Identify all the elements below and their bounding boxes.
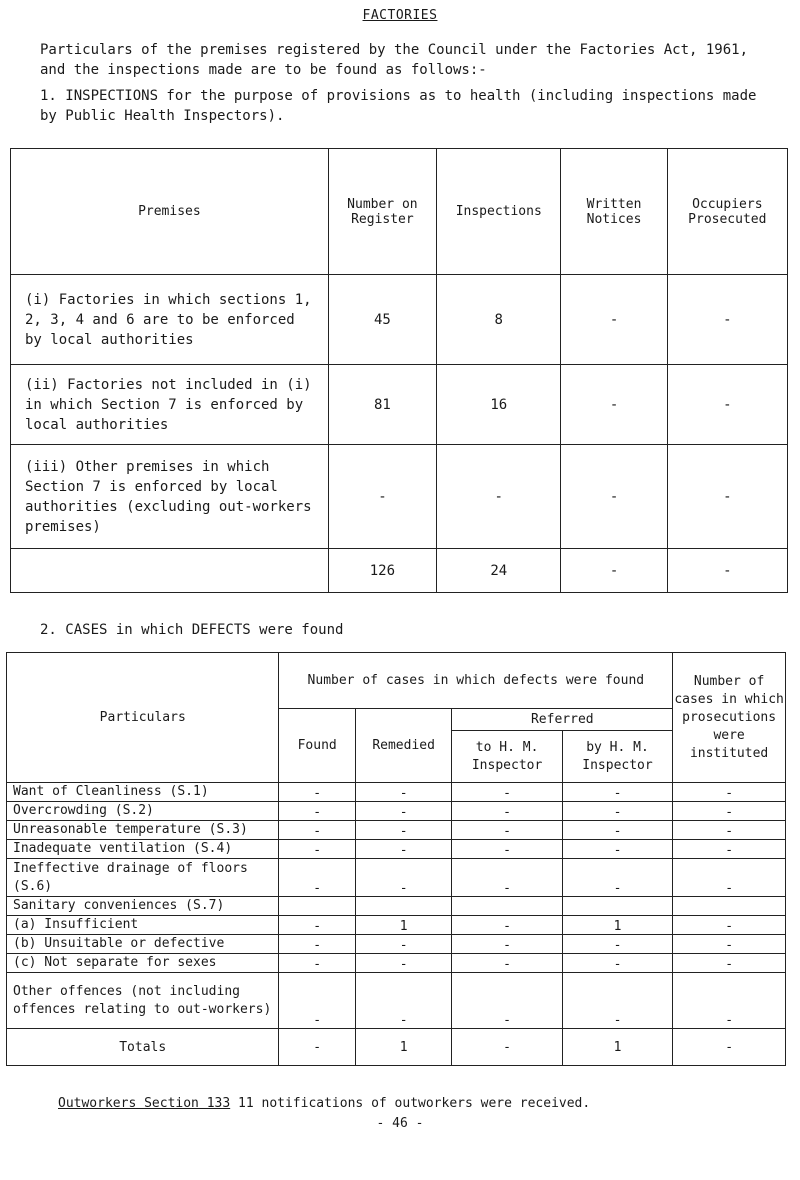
- found-value: -: [279, 973, 355, 1029]
- found-value: -: [279, 859, 355, 897]
- total-inspections: 24: [437, 549, 561, 593]
- total-found: -: [279, 1029, 355, 1066]
- col-to-hm-inspector: to H. M. Inspector: [452, 731, 562, 783]
- to-hm-value: -: [452, 916, 562, 935]
- to-hm-value: -: [452, 840, 562, 859]
- row-label: Want of Cleanliness (S.1): [7, 783, 279, 802]
- by-hm-value: -: [562, 859, 672, 897]
- defects-table: [6, 652, 786, 1066]
- total-prosecutions: -: [673, 1029, 786, 1066]
- total-register: 126: [328, 549, 436, 593]
- col-inspections: Inspections: [437, 149, 561, 275]
- section-2-heading: 2. CASES in which DEFECTS were found: [40, 622, 344, 638]
- register-value: 45: [328, 275, 436, 365]
- table-row: [7, 821, 786, 840]
- row-label: Other offences (not including offences relating to out-workers): [7, 973, 279, 1029]
- table-row: [7, 859, 786, 897]
- to-hm-value: [452, 897, 562, 916]
- prosecuted-value: -: [667, 275, 787, 365]
- notices-value: -: [561, 365, 667, 445]
- row-label: (b) Unsuitable or defective: [7, 935, 279, 954]
- to-hm-value: -: [452, 821, 562, 840]
- outworkers-text: 11 notifications of outworkers were received.: [230, 1096, 591, 1111]
- by-hm-value: -: [562, 973, 672, 1029]
- prosecutions-value: -: [673, 935, 786, 954]
- col-premises: Premises: [11, 149, 329, 275]
- row-label: Inadequate ventilation (S.4): [7, 840, 279, 859]
- prosecutions-value: -: [673, 821, 786, 840]
- prosecuted-value: -: [667, 365, 787, 445]
- table-row: [7, 840, 786, 859]
- to-hm-value: -: [452, 802, 562, 821]
- prosecutions-value: -: [673, 802, 786, 821]
- table-row: [7, 973, 786, 1029]
- row-label: Unreasonable temperature (S.3): [7, 821, 279, 840]
- remedied-value: 1: [355, 916, 452, 935]
- prosecutions-value: -: [673, 840, 786, 859]
- register-value: 81: [328, 365, 436, 445]
- prosecutions-value: -: [673, 973, 786, 1029]
- table-row: [7, 783, 786, 802]
- table-row: [11, 275, 788, 365]
- remedied-value: -: [355, 859, 452, 897]
- table-row: [11, 365, 788, 445]
- by-hm-value: -: [562, 821, 672, 840]
- col-prosecutions: Number of cases in which prosecutions were instituted: [673, 653, 786, 783]
- by-hm-value: -: [562, 840, 672, 859]
- row-label: Ineffective drainage of floors (S.6): [7, 859, 279, 897]
- remedied-value: -: [355, 783, 452, 802]
- total-prosecuted: -: [667, 549, 787, 593]
- col-written-notices: Written Notices: [561, 149, 667, 275]
- total-remedied: 1: [355, 1029, 452, 1066]
- by-hm-value: -: [562, 783, 672, 802]
- totals-row: [7, 1029, 786, 1066]
- register-value: -: [328, 445, 436, 549]
- col-remedied: Remedied: [355, 709, 452, 783]
- prosecutions-value: [673, 897, 786, 916]
- to-hm-value: -: [452, 859, 562, 897]
- row-label: (ii) Factories not included in (i) in which Section 7 is enforced by local authorities: [11, 365, 329, 445]
- col-register: Number on Register: [328, 149, 436, 275]
- totals-label-cell: [11, 549, 329, 593]
- to-hm-value: -: [452, 973, 562, 1029]
- remedied-value: -: [355, 802, 452, 821]
- found-value: -: [279, 840, 355, 859]
- remedied-value: [355, 897, 452, 916]
- page-header-title: FACTORIES: [362, 8, 438, 23]
- remedied-value: -: [355, 821, 452, 840]
- total-to-hm: -: [452, 1029, 562, 1066]
- inspections-value: -: [437, 445, 561, 549]
- prosecutions-value: -: [673, 783, 786, 802]
- row-label: (a) Insufficient: [7, 916, 279, 935]
- inspections-value: 8: [437, 275, 561, 365]
- found-value: -: [279, 821, 355, 840]
- table-row: [7, 935, 786, 954]
- inspections-table: [10, 148, 788, 593]
- table-row: [7, 954, 786, 973]
- col-by-hm-inspector: by H. M. Inspector: [562, 731, 672, 783]
- col-referred: Referred: [452, 709, 673, 731]
- found-value: -: [279, 783, 355, 802]
- to-hm-value: -: [452, 954, 562, 973]
- by-hm-value: [562, 897, 672, 916]
- section-1-heading: 1. INSPECTIONS for the purpose of provisions as to health (including inspections made by Public Health Inspectors).: [40, 88, 757, 124]
- totals-row: [11, 549, 788, 593]
- remedied-value: -: [355, 935, 452, 954]
- col-particulars: Particulars: [7, 653, 279, 783]
- notices-value: -: [561, 445, 667, 549]
- found-value: -: [279, 935, 355, 954]
- found-value: [279, 897, 355, 916]
- by-hm-value: -: [562, 935, 672, 954]
- notices-value: -: [561, 275, 667, 365]
- remedied-value: -: [355, 973, 452, 1029]
- by-hm-value: 1: [562, 916, 672, 935]
- page-number: - 46 -: [376, 1116, 424, 1131]
- table-row: [7, 916, 786, 935]
- to-hm-value: -: [452, 935, 562, 954]
- col-defects-found-group: Number of cases in which defects were found: [279, 653, 673, 709]
- total-notices: -: [561, 549, 667, 593]
- by-hm-value: -: [562, 802, 672, 821]
- table-row: [11, 445, 788, 549]
- found-value: -: [279, 802, 355, 821]
- outworkers-note: [58, 1096, 590, 1111]
- prosecutions-value: -: [673, 916, 786, 935]
- col-found: Found: [279, 709, 355, 783]
- row-label: Sanitary conveniences (S.7): [7, 897, 279, 916]
- row-label: (c) Not separate for sexes: [7, 954, 279, 973]
- prosecuted-value: -: [667, 445, 787, 549]
- table-row: [7, 897, 786, 916]
- outworkers-label: Outworkers Section 133: [58, 1096, 231, 1111]
- total-by-hm: 1: [562, 1029, 672, 1066]
- prosecutions-value: -: [673, 954, 786, 973]
- intro-paragraph: Particulars of the premises registered by the Council under the Factories Act, 1961, and the inspections made are to be found as follows:-: [40, 42, 749, 78]
- inspections-value: 16: [437, 365, 561, 445]
- row-label: Overcrowding (S.2): [7, 802, 279, 821]
- totals-label: Totals: [7, 1029, 279, 1066]
- col-occupiers-prosecuted: Occupiers Prosecuted: [667, 149, 787, 275]
- row-label: (i) Factories in which sections 1, 2, 3, 4 and 6 are to be enforced by local authorities: [11, 275, 329, 365]
- prosecutions-value: -: [673, 859, 786, 897]
- by-hm-value: -: [562, 954, 672, 973]
- row-label: (iii) Other premises in which Section 7 is enforced by local authorities (excluding out-workers premises): [11, 445, 329, 549]
- to-hm-value: -: [452, 783, 562, 802]
- remedied-value: -: [355, 954, 452, 973]
- table-row: [7, 802, 786, 821]
- found-value: -: [279, 954, 355, 973]
- found-value: -: [279, 916, 355, 935]
- remedied-value: -: [355, 840, 452, 859]
